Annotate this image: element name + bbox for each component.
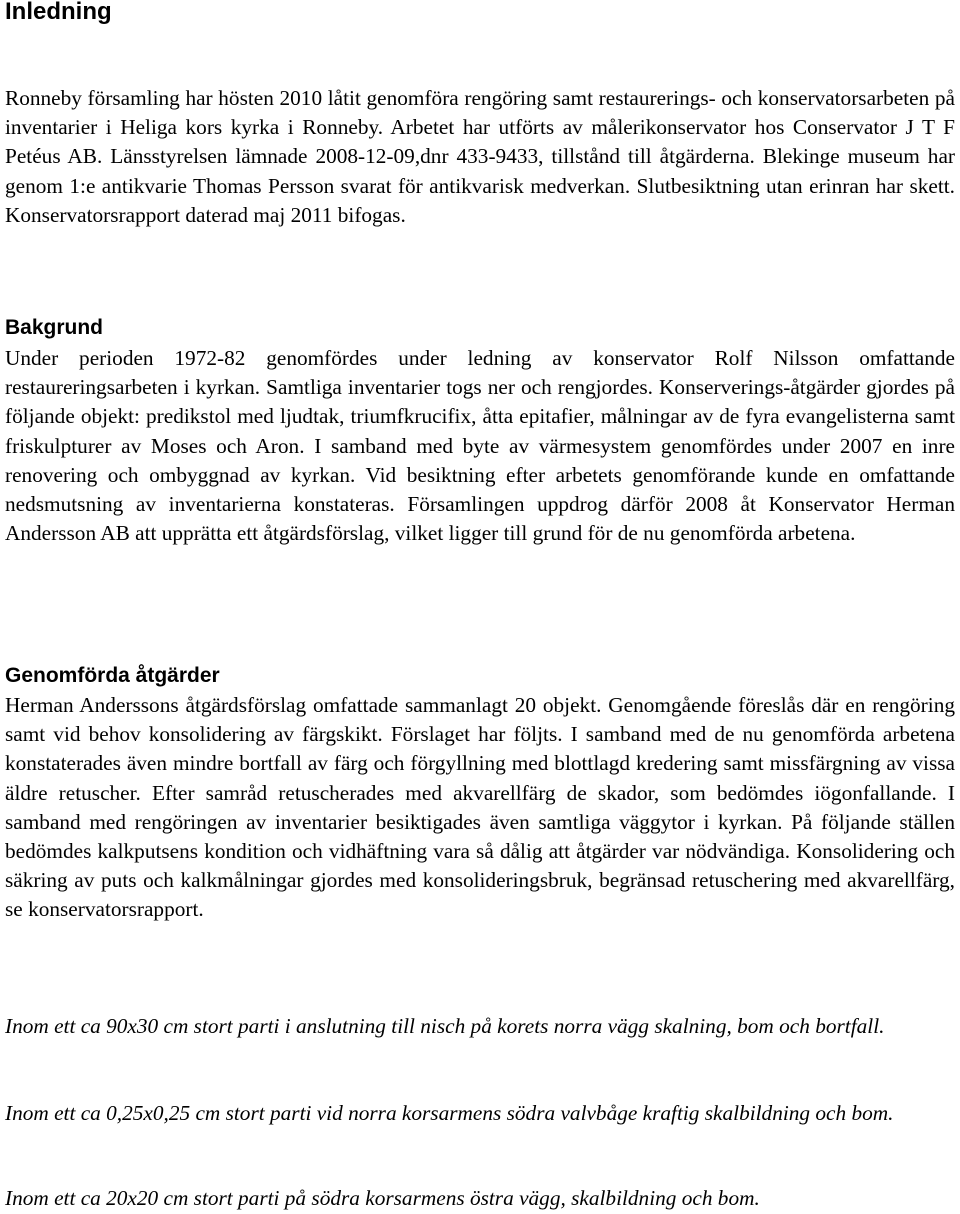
intro-paragraph: Ronneby församling har hösten 2010 låtit genomföra rengöring samt restaurerings- och konservatorsarbeten på inventarier i Heliga kors kyrka i Ronneby. Arbetet har utförts av målerikonservator hos Conservator J T F Petéus AB. Länsstyrelsen lämnade 2008-12-09,dnr 433-9433, tillstånd till åtgärderna. Blekinge museum har genom 1:e antikvarie Thomas Persson svarat för antikvarisk medverkan. Slutbesiktning utan erinran har skett. Konservatorsrapport daterad maj 2011 bifogas. [5,86,955,227]
background-paragraph: Under perioden 1972-82 genomfördes under ledning av konservator Rolf Nilsson omfattande restaureringsarbeten i kyrkan. Samtliga inventarier togs ner och rengjordes. Konserverings-åtgärder gjordes på följande objekt: predikstol med ljudtak, triumfkrucifix, åtta epitafier, målningar av de fyra evangelisterna samt friskulpturer av Moses och Aron. I samband med byte av värmesystem genomfördes under 2007 en inre renovering och ombyggnad av kyrkan. Vid besiktning efter arbetets genomförande kunde en omfattande nedsmutsning av inventarierna konstateras. Församlingen uppdrog därför 2008 åt Konservator Herman Andersson AB att upprätta ett åtgärdsförslag, vilket ligger till grund för de nu genomförda arbetena. [5,346,955,546]
note-paragraph: Inom ett ca 20x20 cm stort parti på södra korsarmens östra vägg, skalbildning och bom. [5,1186,760,1210]
note-paragraph: Inom ett ca 0,25x0,25 cm stort parti vid norra korsarmens södra valvbåge kraftig skalbildning och bom. [5,1101,894,1125]
note-paragraph: Inom ett ca 90x30 cm stort parti i anslutning till nisch på korets norra vägg skalning, bom och bortfall. [5,1014,885,1038]
measures-paragraph: Herman Anderssons åtgärdsförslag omfattade sammanlagt 20 objekt. Genomgående föreslås där en rengöring samt vid behov konsolidering av färgskikt. Förslaget har följts. I samband med de nu genomförda arbetena konstaterades även mindre bortfall av färg och förgyllning med blottlagd kredering samt missfärgning av vissa äldre retuscher. Efter samråd retuscherades med akvarellfärg de skador, som bedömdes iögonfallande. I samband med rengöringen av inventarier besiktigades även samtliga väggytor i kyrkan. På följande ställen bedömdes kalkputsens kondition och vidhäftning vara så dålig att åtgärder var nödvändiga. Konsolidering och säkring av puts och kalkmålningar gjordes med konsolideringsbruk, begränsad retuschering med akvarellfärg, se konservatorsrapport. [5,693,955,922]
background-heading: Bakgrund [5,316,104,339]
page-title: Inledning [5,0,112,25]
measures-heading: Genomförda åtgärder [5,664,220,687]
